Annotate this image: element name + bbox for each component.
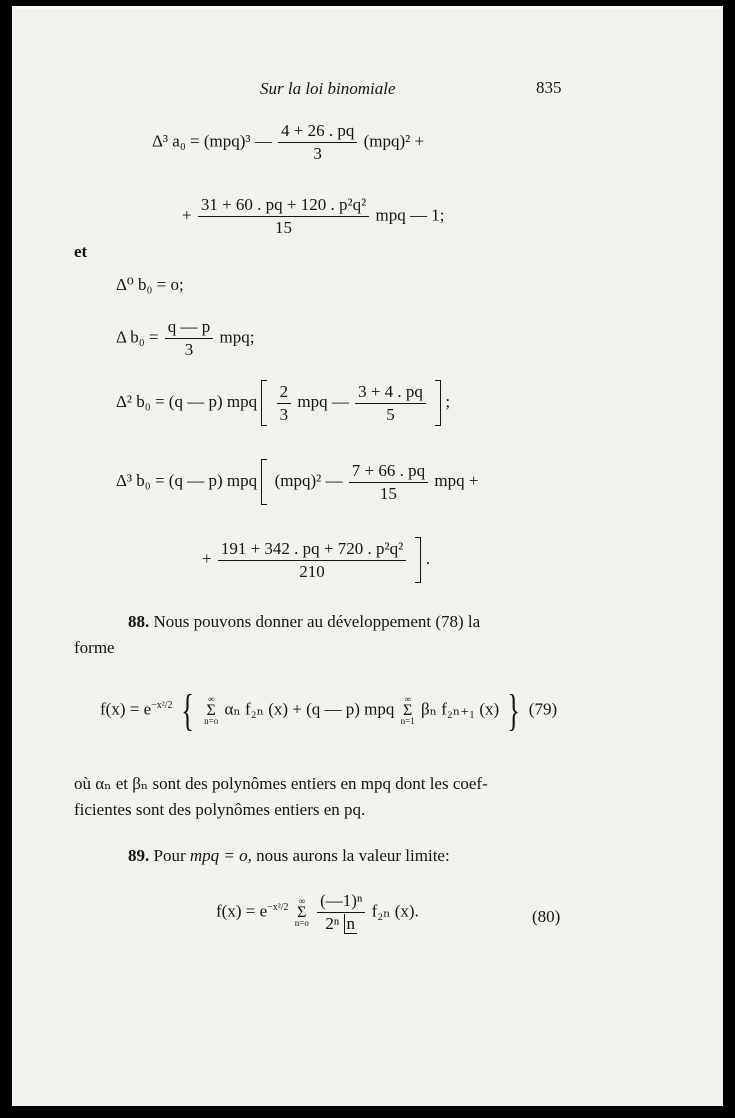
denominator: 15 <box>275 218 293 237</box>
exponent: −x²/2 <box>267 901 289 913</box>
sum-symbol: Σ <box>403 702 413 719</box>
book-page <box>12 6 723 1106</box>
sum-upper: ∞ <box>298 896 306 906</box>
page-number: 835 <box>536 78 562 97</box>
eq-term: αₙ f₂ₙ (x) + (q — p) mpq <box>224 699 395 719</box>
sum-symbol: Σ <box>206 702 216 719</box>
denominator: 15 <box>379 483 397 503</box>
equation-label-80: (80) <box>532 907 561 926</box>
exponent: −x²/2 <box>151 699 173 711</box>
left-bracket <box>261 380 267 426</box>
eq-tail: mpq — 1; <box>375 205 445 225</box>
right-bracket <box>435 380 441 426</box>
numerator: 3 + 4 . pq <box>355 382 426 404</box>
numerator: 31 + 60 . pq + 120 . p²q² <box>198 195 369 217</box>
eq-tail: mpq; <box>219 327 255 347</box>
numerator: 191 + 342 . pq + 720 . p²q² <box>218 539 406 561</box>
eq-tail: ; <box>445 391 451 411</box>
sum-upper: ∞ <box>208 694 215 704</box>
equation-d3a0-line2 <box>182 195 444 238</box>
paragraph-text: ficientes sont des polynômes entiers en pq. <box>74 800 366 819</box>
paragraph-88-after <box>74 771 562 823</box>
math-variable: mpq = o, <box>189 846 252 865</box>
paragraph-text: forme <box>74 638 115 657</box>
left-bracket <box>261 459 267 505</box>
paragraph-text: Pour <box>153 846 186 865</box>
eq-term: βₙ f₂ₙ₊₁ (x) <box>421 699 500 719</box>
sum-lower: n=1 <box>400 716 415 726</box>
eq-tail: . <box>425 548 430 568</box>
fraction <box>317 891 365 934</box>
fraction <box>278 121 357 164</box>
paragraph-text: Nous pouvons donner au développement (78) la <box>153 612 481 631</box>
eq-tail: (mpq)² + <box>363 131 425 151</box>
equation-d2b0 <box>116 380 450 426</box>
numerator: 2 <box>277 382 292 404</box>
eq-lhs: f(x) = e <box>100 699 152 719</box>
paragraph-89 <box>74 843 562 869</box>
section-number: 88. <box>128 612 150 631</box>
right-brace: } <box>507 686 521 735</box>
equation-label: (79) <box>528 699 558 719</box>
sum-lower: n=o <box>294 918 309 928</box>
numerator: 7 + 66 . pq <box>349 461 428 483</box>
sum-upper: ∞ <box>404 694 411 704</box>
fraction <box>198 195 369 238</box>
denominator: 5 <box>386 404 395 424</box>
fraction <box>349 461 428 504</box>
denominator-power: 2ⁿ <box>325 914 340 933</box>
equation-80 <box>216 891 419 934</box>
equation-79 <box>100 685 557 736</box>
eq-tail: f₂ₙ (x). <box>371 901 419 921</box>
eq-plus: + <box>182 205 192 225</box>
eq-lhs: Δ² b₀ = (q — p) mpq <box>116 391 258 411</box>
denominator: 3 <box>313 144 322 163</box>
sum-operator <box>295 896 309 929</box>
sum-operator <box>401 694 415 727</box>
equation-d3a0-line1 <box>152 121 424 164</box>
equation-d3b0-line2 <box>202 537 430 583</box>
factorial-n: n <box>344 914 358 934</box>
eq-lhs: f(x) = e <box>216 901 268 921</box>
denominator: 3 <box>184 340 194 359</box>
denominator: 210 <box>299 561 325 581</box>
denominator <box>317 913 365 934</box>
eq-inner: (mpq)² — <box>274 470 343 490</box>
numerator: (—1)ⁿ <box>317 891 365 913</box>
sum-lower: n=o <box>204 716 219 726</box>
eq-mid: mpq — <box>297 391 349 411</box>
equation-d0b0: Δ⁰ b₀ = o; <box>116 275 184 294</box>
paragraph-88 <box>74 609 562 661</box>
denominator: 3 <box>279 404 289 424</box>
eq-plus: + <box>202 548 212 568</box>
numerator: q — p <box>165 317 214 339</box>
sum-symbol: Σ <box>297 904 307 921</box>
fraction <box>355 382 426 425</box>
numerator: 4 + 26 . pq <box>278 121 357 143</box>
eq-lhs: Δ³ b₀ = (q — p) mpq <box>116 470 258 490</box>
equation-d1b0 <box>116 317 254 360</box>
right-bracket <box>415 537 421 583</box>
equation-d3b0-line1 <box>116 459 478 505</box>
eq-lhs: Δ b₀ = <box>116 327 159 347</box>
et-word: et <box>74 242 88 261</box>
paragraph-text: nous aurons la valeur limite: <box>256 846 450 865</box>
fraction <box>165 317 214 360</box>
fraction <box>277 382 292 425</box>
fraction <box>218 539 406 582</box>
running-title: Sur la loi binomiale <box>260 79 396 98</box>
left-brace: { <box>181 686 194 735</box>
sum-operator <box>204 694 218 727</box>
paragraph-text: où αₙ et βₙ sont des polynômes entiers en mpq dont les coef- <box>74 774 488 793</box>
eq-lhs: Δ³ a₀ = (mpq)³ — <box>152 131 272 151</box>
eq-tail: mpq + <box>434 470 479 490</box>
section-number: 89. <box>128 846 150 865</box>
